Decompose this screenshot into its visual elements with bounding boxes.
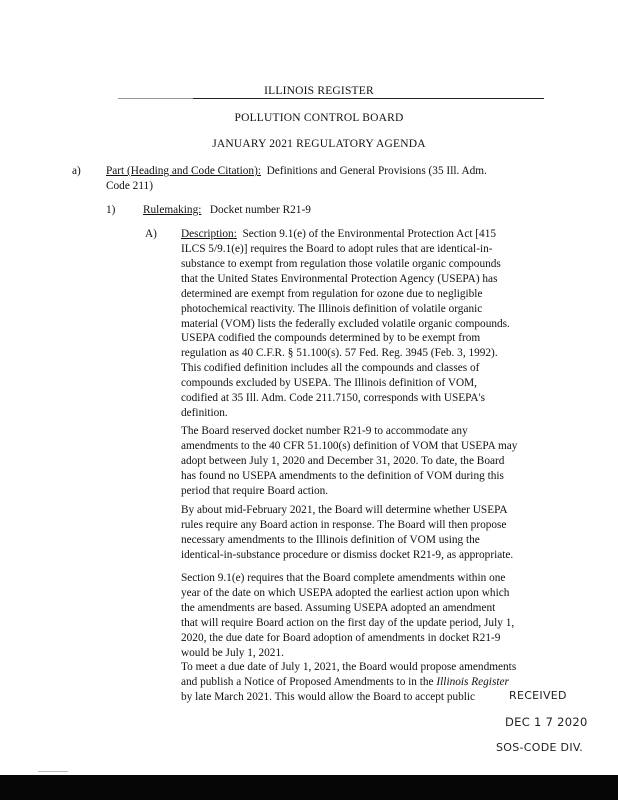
paragraph-line: necessary amendments to the Illinois definition of VOM using the [181,534,480,546]
scan-speck [38,771,68,772]
proposal-paragraph [181,660,541,705]
docket-number: Docket number R21-9 [201,204,311,216]
docket-reserved-paragraph [181,424,541,499]
section-a-text-1: Definitions and General Provisions (35 Ill. Adm. [261,165,487,177]
paragraph-line: identical-in-substance procedure or dismiss docket R21-9, as appropriate. [181,549,514,561]
paragraph-line: by late March 2021. This would allow the Board to accept public [181,691,476,703]
paragraph-line: codified at 35 Ill. Adm. Code 211.7150, corresponds with USEPA's [181,392,486,404]
section-a-marker: a) [72,165,81,177]
determination-paragraph [181,503,541,563]
section-a-label: Part (Heading and Code Citation): [106,165,261,177]
paragraph-line: rules require any Board action in response. The Board will then propose [181,519,507,531]
paragraph-line: regulation as 40 C.F.R. § 51.100(s). 57 Fed. Reg. 3945 (Feb. 3, 1992). [181,347,498,359]
section-a-heading [106,164,546,194]
paragraph-line: This codified definition includes all the compounds and classes of [181,362,480,374]
paragraph-line: that will require Board action on the first day of the update period, July 1, [181,617,515,629]
item-a-marker: A) [145,228,157,240]
item-1-marker: 1) [106,204,116,216]
paragraph-line: USEPA codified the compounds determined by to be exempt from [181,332,481,344]
paragraph-line: year of the date on which USEPA adopted the earliest action upon which [181,587,510,599]
paragraph-line: By about mid-February 2021, the Board will determine whether USEPA [181,504,508,516]
description-label: Description: [181,228,237,240]
paragraph-line: definition. [181,407,228,419]
received-date-stamp: DEC 1 7 2020 [505,715,588,729]
paragraph-line: To meet a due date of July 1, 2021, the Board would propose amendments [181,661,517,673]
description-first-line: Section 9.1(e) of the Environmental Protection Act [415 [236,228,496,240]
description-line: photochemical reactivity. The Illinois definition of volatile organic [181,303,483,315]
rulemaking-label: Rulemaking: [143,204,202,216]
paragraph-line: compounds excluded by USEPA. The Illinois definition of VOM, [181,377,478,389]
paragraph-line: adopt between July 1, 2020 and December 31, 2020. To date, the Board [181,455,505,467]
paragraph-line: period that require Board action. [181,485,329,497]
description-line: substance to exempt from regulation those volatile organic compounds [181,258,501,270]
scan-speck [118,98,193,99]
description-paragraph [181,227,541,332]
description-line: determined are exempt from regulation for ozone due to negligible [181,288,483,300]
paragraph-line: 2020, the due date for Board adoption of amendments in docket R21-9 [181,632,501,644]
description-line: that the United States Environmental Protection Agency (USEPA) has [181,273,498,285]
received-stamp: RECEIVED [509,689,567,702]
scan-bottom-border [0,775,618,800]
register-header: ILLINOIS REGISTER [264,85,374,97]
description-line [181,227,541,242]
register-notice-text: and publish a Notice of Proposed Amendments to in the [181,676,437,688]
agenda-title: JANUARY 2021 REGULATORY AGENDA [212,138,426,150]
paragraph-line: amendments to the 40 CFR 51.100(s) definition of VOM that USEPA may [181,440,518,452]
division-stamp: SOS-CODE DIV. [496,741,584,754]
item-1-rulemaking [143,203,311,218]
codification-paragraph [181,331,541,421]
board-title: POLLUTION CONTROL BOARD [234,112,404,124]
description-line: ILCS 5/9.1(e)] requires the Board to adopt rules that are identical-in- [181,243,493,255]
paragraph-line: would be July 1, 2021. [181,647,284,659]
paragraph-line: The Board reserved docket number R21-9 to accommodate any [181,425,468,437]
description-line: material (VOM) lists the federally excluded volatile organic compounds. [181,318,510,330]
section-a-text-2: Code 211) [106,180,153,192]
paragraph-line: has found no USEPA amendments to the definition of VOM during this [181,470,504,482]
due-date-paragraph [181,571,541,661]
illinois-register-title: Illinois Register [436,676,509,688]
paragraph-line: the amendments are based. Assuming USEPA adopted an amendment [181,602,496,614]
paragraph-line: Section 9.1(e) requires that the Board complete amendments within one [181,572,506,584]
paragraph-line [181,675,541,690]
